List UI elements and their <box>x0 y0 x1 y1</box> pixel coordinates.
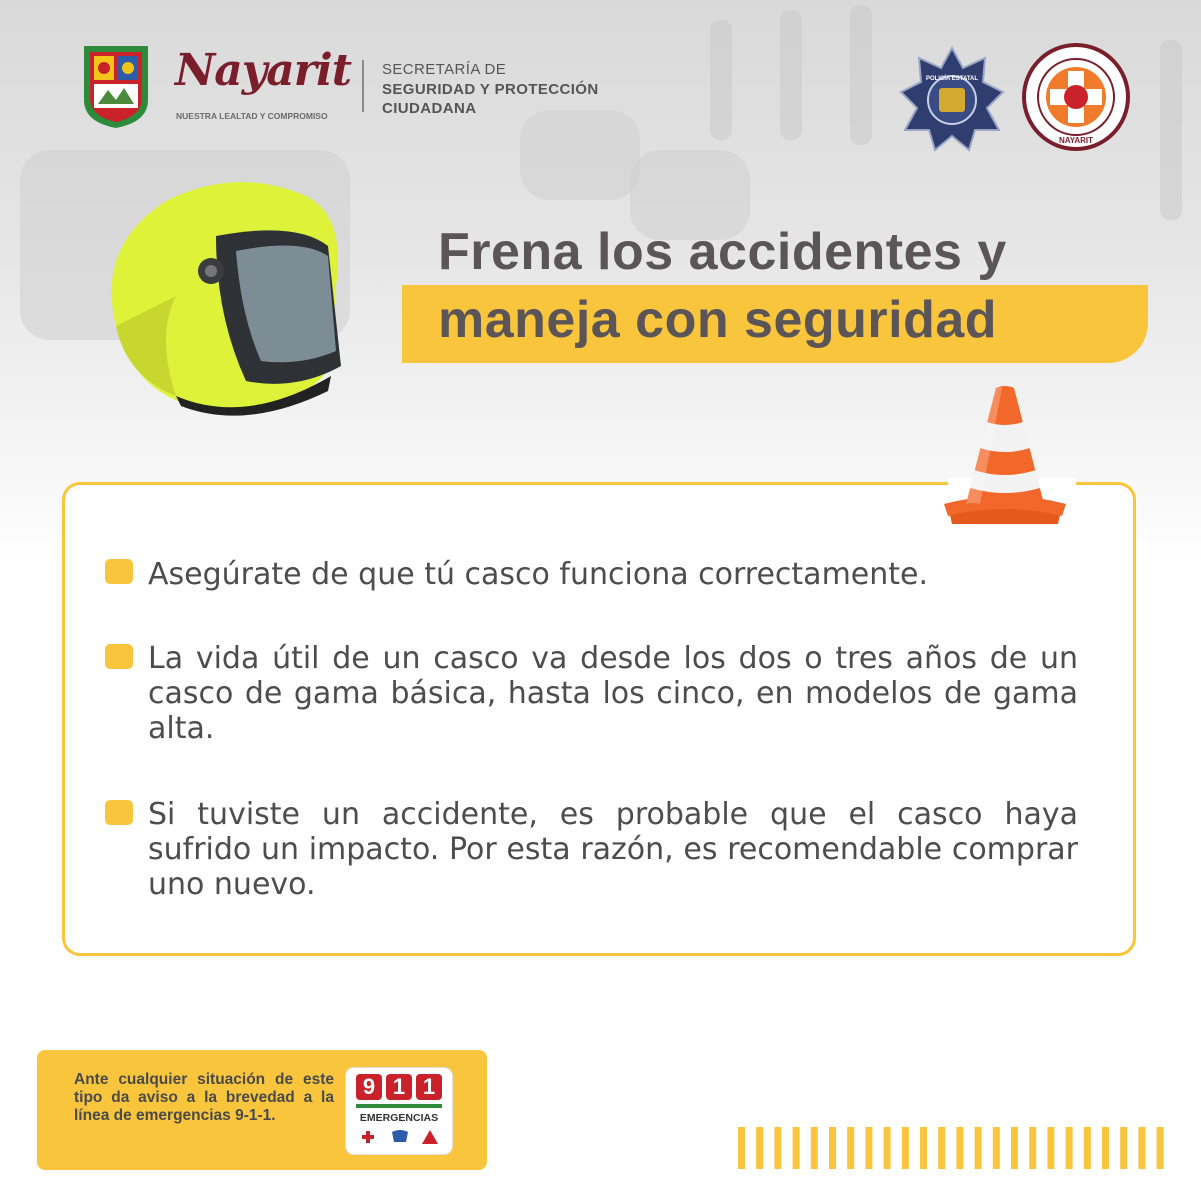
bullet-icon <box>105 644 133 669</box>
stripe <box>1120 1127 1127 1169</box>
title-line-1: Frena los accidentes y <box>438 223 1007 281</box>
stripe <box>738 1127 745 1169</box>
title-line-2: maneja con seguridad <box>438 291 998 349</box>
civil-badge-bottom-text: NAYARIT <box>1058 136 1094 145</box>
logo-green-bar <box>356 1104 442 1108</box>
tip-item-2: La vida útil de un casco va desde los dos o tres años de un casco de gama básica, hasta los cinco, en modelos de gama alta. <box>148 641 1078 746</box>
stripe <box>956 1127 963 1169</box>
stripe <box>774 1127 781 1169</box>
stripe <box>1102 1127 1109 1169</box>
stripe <box>884 1127 891 1169</box>
logo-digit: 1 <box>386 1074 412 1100</box>
traffic-cone-image <box>940 384 1070 530</box>
brand-name: Nayarit <box>175 45 352 96</box>
stripe <box>1029 1127 1036 1169</box>
stripe <box>811 1127 818 1169</box>
decorative-yellow-stripes <box>738 1127 1174 1169</box>
emergency-911-logo <box>346 1068 452 1154</box>
stripe <box>756 1127 763 1169</box>
logo-digit: 1 <box>416 1074 442 1100</box>
background-bollard <box>850 5 872 145</box>
stripe <box>1011 1127 1018 1169</box>
civil-protection-badge <box>1022 43 1130 151</box>
stripe <box>938 1127 945 1169</box>
brand-slogan: NUESTRA LEALTAD Y COMPROMISO <box>176 111 328 121</box>
stripe <box>829 1127 836 1169</box>
state-police-badge <box>899 46 1005 152</box>
stripe <box>1066 1127 1073 1169</box>
emergency-notice-text: Ante cualquier situación de este tipo da aviso a la brevedad a la línea de emergencias 9-1-1. <box>74 1071 334 1124</box>
bullet-icon <box>105 800 133 825</box>
logo-digit: 9 <box>356 1074 382 1100</box>
nayarit-coat-of-arms <box>80 42 152 130</box>
background-bollard <box>1160 40 1182 220</box>
stripe <box>1157 1127 1164 1169</box>
department-line-2: SEGURIDAD Y PROTECCIÓN <box>382 81 599 98</box>
bullet-icon <box>105 559 133 584</box>
background-car <box>520 110 640 200</box>
department-line-1: SECRETARÍA DE <box>382 61 507 78</box>
yellow-motorcycle-helmet-image <box>96 176 366 426</box>
police-badge-text: POLICÍA ESTATAL <box>925 76 979 82</box>
tip-item-3: Si tuviste un accidente, es probable que el casco haya sufrido un impacto. Por esta razón, es recomendable comprar uno nuevo. <box>148 797 1078 902</box>
header-divider <box>362 60 364 112</box>
emergency-services-icons <box>358 1128 442 1148</box>
background-bollard <box>710 20 732 140</box>
background-bollard <box>780 10 802 140</box>
stripe <box>993 1127 1000 1169</box>
stripe <box>1084 1127 1091 1169</box>
stripe <box>793 1127 800 1169</box>
stripe <box>920 1127 927 1169</box>
stripe <box>975 1127 982 1169</box>
tip-item-1: Asegúrate de que tú casco funciona correctamente. <box>148 557 929 592</box>
department-line-3: CIUDADANA <box>382 100 477 117</box>
stripe <box>1138 1127 1145 1169</box>
stripe <box>865 1127 872 1169</box>
stripe <box>847 1127 854 1169</box>
logo-label: EMERGENCIAS <box>359 1112 439 1124</box>
stripe <box>902 1127 909 1169</box>
stripe <box>1047 1127 1054 1169</box>
